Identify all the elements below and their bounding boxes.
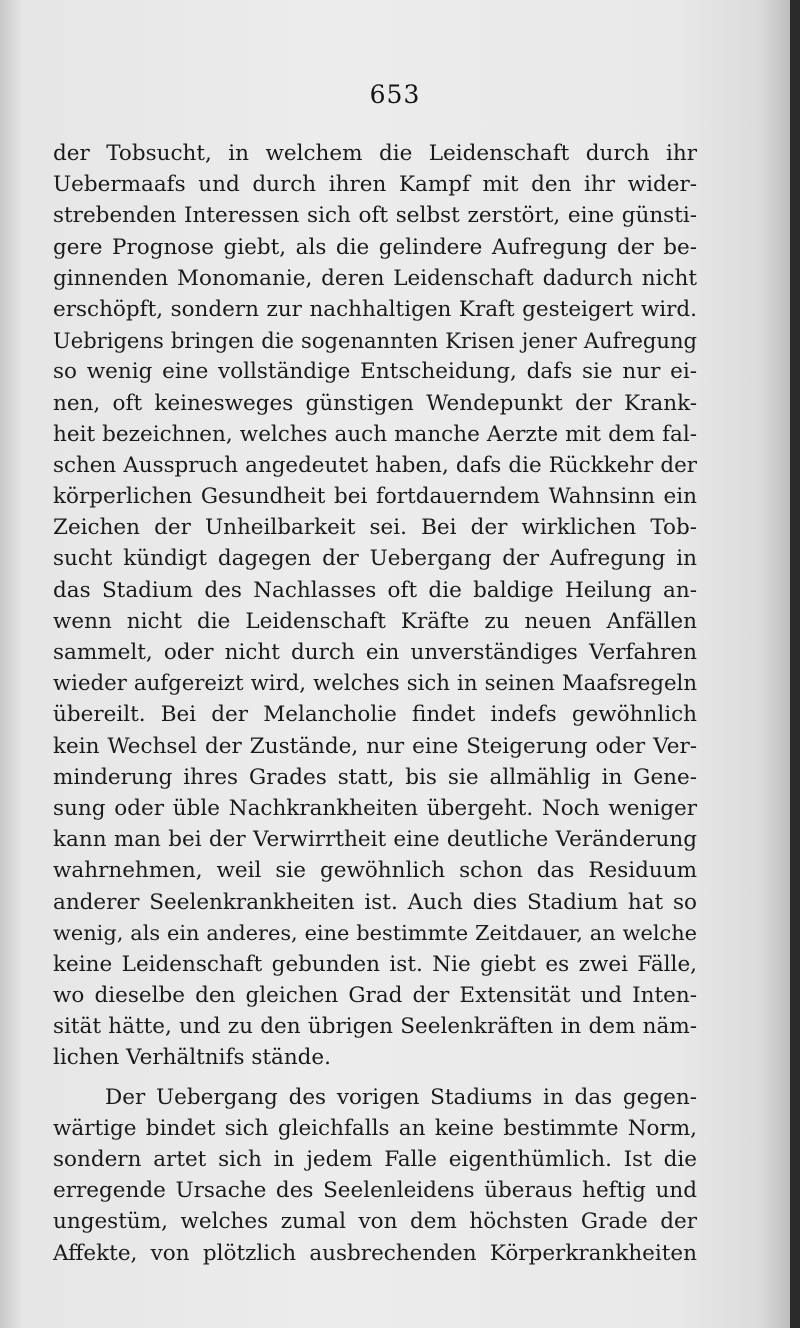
- text-line: sammelt, oder nicht durch ein unverständiges Verfahren: [53, 640, 697, 665]
- text-line: körperlichen Gesundheit bei fortdauerndem Wahnsinn ein: [53, 484, 697, 510]
- text-line: wenig, als ein anderes, eine bestimmte Zeitdauer, an welche: [53, 920, 697, 945]
- text-line: wahrnehmen, weil sie gewöhnlich schon das Residuum: [53, 858, 697, 884]
- text-line: gere Prognose giebt, als die gelindere Aufregung der be-: [53, 234, 697, 260]
- text-line: Uebermaafs und durch ihren Kampf mit den ihr wider-: [53, 172, 697, 198]
- text-line: sondern artet sich in jedem Falle eigenthümlich. Ist die: [53, 1147, 697, 1172]
- text-line: kann man bei der Verwirrtheit eine deutliche Veränderung: [53, 827, 697, 853]
- text-line: übereilt. Bei der Melancholie findet indefs gewöhnlich: [53, 702, 697, 728]
- text-line: wenn nicht die Leidenschaft Kräfte zu neuen Anfällen: [53, 608, 697, 634]
- text-line: keine Leidenschaft gebunden ist. Nie giebt es zwei Fälle,: [53, 951, 697, 977]
- text-line: ginnenden Monomanie, deren Leidenschaft dadurch nicht: [53, 265, 697, 291]
- text-line: schen Ausspruch angedeutet haben, dafs die Rückkehr der: [53, 452, 697, 478]
- text-line: ungestüm, welches zumal von dem höchsten Grade der: [53, 1209, 697, 1235]
- text-line: Affekte, von plötzlich ausbrechenden Körperkrankheiten: [53, 1240, 697, 1266]
- text-line: das Stadium des Nachlasses oft die baldige Heilung an-: [53, 577, 697, 603]
- body-text: [53, 138, 697, 1269]
- paragraph-1: [53, 138, 697, 1074]
- text-line: Zeichen der Unheilbarkeit sei. Bei der wirklichen Tob-: [53, 515, 697, 541]
- text-line: anderer Seelenkrankheiten ist. Auch dies Stadium hat so: [53, 889, 697, 915]
- text-line: so wenig eine vollständige Entscheidung, dafs sie nur ei-: [53, 359, 697, 385]
- text-line: Der Uebergang des vorigen Stadiums in das gegen-: [105, 1084, 697, 1110]
- text-line: heit bezeichnen, welches auch manche Aerzte mit dem fal-: [53, 421, 697, 447]
- text-line: der Tobsucht, in welchem die Leidenschaft durch ihr: [53, 141, 697, 166]
- text-line: sung oder üble Nachkrankheiten übergeht. Noch weniger: [53, 795, 697, 821]
- paragraph-gap: [53, 1074, 697, 1082]
- text-line: kein Wechsel der Zustände, nur eine Steigerung oder Ver-: [53, 733, 697, 759]
- text-line: nen, oft keinesweges günstigen Wendepunkt der Krank-: [53, 390, 697, 416]
- text-line: sität hätte, und zu den übrigen Seelenkräften in dem näm-: [53, 1014, 697, 1040]
- text-line: minderung ihres Grades statt, bis sie allmählig in Gene-: [53, 764, 697, 790]
- text-line: wärtige bindet sich gleichfalls an keine bestimmte Norm,: [53, 1115, 697, 1141]
- page-number: 653: [369, 80, 421, 109]
- text-line: wo dieselbe den gleichen Grad der Extensität und Inten-: [53, 983, 697, 1009]
- text-line: wieder aufgereizt wird, welches sich in seinen Maafsregeln: [53, 671, 697, 697]
- text-line: erregende Ursache des Seelenleidens überaus heftig und: [53, 1178, 697, 1204]
- text-line: strebenden Interessen sich oft selbst zerstört, eine günsti-: [53, 203, 697, 229]
- text-line: lichen Verhältnifs stände.: [53, 1045, 331, 1071]
- text-line: Uebrigens bringen die sogenannten Krisen jener Aufregung: [53, 328, 697, 354]
- paragraph-2: [53, 1082, 697, 1269]
- text-line: sucht kündigt dagegen der Uebergang der Aufregung in: [53, 546, 697, 572]
- text-line: erschöpft, sondern zur nachhaltigen Kraft gesteigert wird.: [53, 296, 697, 322]
